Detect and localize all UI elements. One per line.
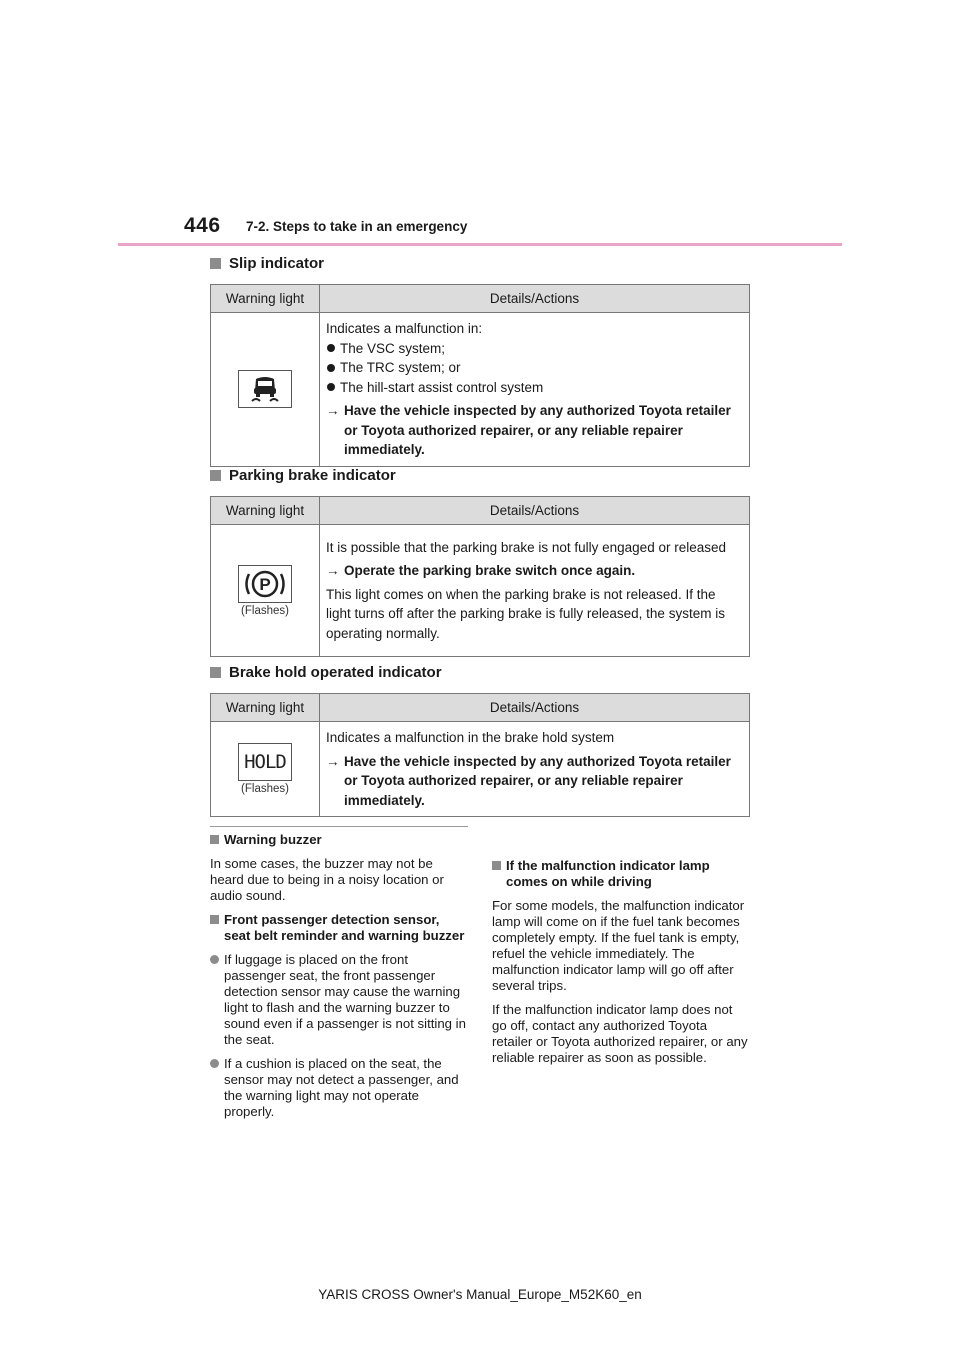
buzzer-text: In some cases, the buzzer may not be heard due to being in a noisy location or audio sound. [210, 856, 444, 903]
page-number: 446 [184, 214, 221, 237]
table-row [211, 525, 750, 657]
notes-left-column [210, 832, 468, 1128]
bullet-icon [327, 344, 335, 352]
brake-hold-heading: Brake hold operated indicator [210, 664, 442, 681]
flashes-label: (Flashes) [241, 604, 289, 617]
footer: YARIS CROSS Owner's Manual_Europe_M52K60_en [318, 1287, 642, 1302]
parking-action: → Operate the parking brake switch once again. [326, 561, 743, 581]
parking-details-cell [320, 525, 750, 657]
header-rule [118, 243, 842, 246]
details-header: Details/Actions [320, 285, 750, 313]
table-header-row [211, 285, 750, 313]
bullet-circle-icon [210, 955, 219, 964]
slip-action: → Have the vehicle inspected by any authorized Toyota retailer or Toyota authorized repairer, or any reliable repairer immediately. [326, 401, 743, 460]
mil-paragraph-1: For some models, the malfunction indicator lamp will come on if the fuel tank becomes completely empty. If the fuel tank is empty, refuel the vehicle immediately. The malfunction indicator lamp will go off after several trips. [492, 898, 745, 993]
parking-brake-heading: Parking brake indicator [210, 467, 396, 484]
table-header-row [211, 497, 750, 525]
warning-light-cell [211, 313, 320, 467]
notes-right-column [492, 858, 750, 1074]
heading-square-icon [210, 258, 221, 269]
warning-light-cell [211, 525, 320, 657]
parking-line1: It is possible that the parking brake is not fully engaged or released [326, 539, 726, 555]
hold-icon: HOLD [238, 743, 292, 781]
slip-intro: Indicates a malfunction in: [326, 321, 483, 336]
arrow-icon: → [326, 403, 340, 418]
list-item: The TRC system; or [326, 358, 743, 378]
buzzer-heading: Warning buzzer [210, 832, 468, 848]
heading-square-icon [210, 667, 221, 678]
bullet-icon [327, 383, 335, 391]
warning-light-header: Warning light [211, 694, 320, 722]
svg-text:P: P [259, 574, 271, 594]
bullet-circle-icon [210, 1059, 219, 1068]
notes-rule [210, 826, 468, 827]
arrow-icon: → [326, 563, 340, 579]
chapter-title: 7-2. Steps to take in an emergency [246, 219, 468, 234]
warning-light-cell [211, 722, 320, 817]
table-header-row [211, 694, 750, 722]
heading-square-icon [210, 470, 221, 481]
note-square-icon [210, 915, 219, 924]
list-item: If a cushion is placed on the seat, the sensor may not detect a passenger, and the warning light may not operate properly. [210, 1056, 468, 1120]
hold-line1: Indicates a malfunction in the brake hold system [326, 730, 615, 745]
parking-brake-icon [238, 565, 292, 603]
note-square-icon [210, 835, 219, 844]
slip-details-cell [320, 313, 750, 467]
note-square-icon [492, 861, 501, 870]
mil-paragraph-2: If the malfunction indicator lamp does not go off, contact any authorized Toyota retailer or Toyota authorized repairer, or any reliable repairer as soon as possible. [492, 1002, 748, 1065]
flashes-label: (Flashes) [241, 783, 289, 795]
slip-indicator-heading: Slip indicator [210, 255, 324, 272]
slip-indicator-table [210, 284, 750, 467]
details-header: Details/Actions [320, 497, 750, 525]
list-item: The hill-start assist control system [326, 378, 743, 398]
bullet-icon [327, 364, 335, 372]
warning-light-header: Warning light [211, 497, 320, 525]
list-item: The VSC system; [326, 339, 743, 359]
brake-hold-table [210, 693, 750, 817]
details-header: Details/Actions [320, 694, 750, 722]
passenger-heading: Front passenger detection sensor, seat belt reminder and warning buzzer [210, 912, 468, 944]
hold-action: → Have the vehicle inspected by any authorized Toyota retailer or Toyota authorized repairer, or any reliable repairer immediately. [326, 752, 743, 811]
mil-heading: If the malfunction indicator lamp comes on while driving [492, 858, 750, 890]
slip-indicator-icon [238, 370, 292, 408]
parking-brake-table [210, 496, 750, 657]
parking-line2: This light comes on when the parking brake is not released. If the light turns off after the parking brake is fully released, the system is operating normally. [326, 586, 725, 641]
hold-details-cell [320, 722, 750, 817]
warning-light-header: Warning light [211, 285, 320, 313]
list-item: If luggage is placed on the front passenger seat, the front passenger detection sensor may cause the warning light to flash and the warning buzzer to sound even if a passenger is not sitting in the seat. [210, 952, 468, 1048]
table-row [211, 722, 750, 817]
table-row [211, 313, 750, 467]
arrow-icon: → [326, 753, 340, 769]
